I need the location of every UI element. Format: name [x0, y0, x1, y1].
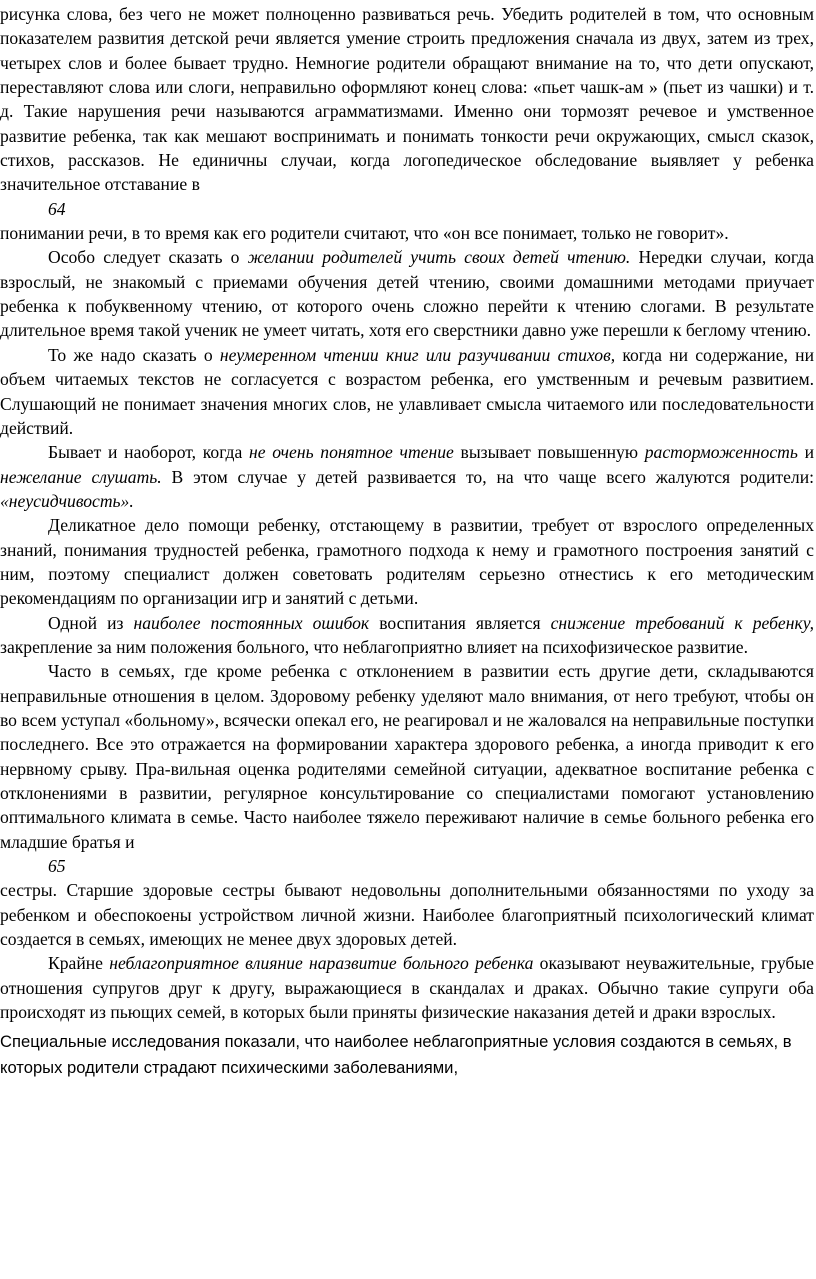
- paragraph-unclear-reading: [0, 440, 814, 513]
- text-run: воспитания является: [369, 612, 551, 633]
- paragraph-excessive-reading: [0, 343, 814, 440]
- paragraph-text: Деликатное дело помощи ребенку, отстающему в развитии, требует от взрослого определенных знаний, понимания трудностей ребенка, грамотного подхода к нему и грамотного построения занятий с ним, поэтому специалист должен советовать родителям серьезно отнестись к его методическим рекомендациям по организации игр и занятий с детьми.: [0, 515, 814, 609]
- text-run: оказывают неуважительные, грубые отношения супругов друг к другу, выражающиеся в скандалах и драках. Обычно такие супруги оба происходят из пьющих семей, в которых были приняты физические наказания детей и драки взрослых.: [0, 953, 814, 1023]
- paragraph-sisters: [0, 878, 814, 951]
- text-run: Особо следует сказать о: [48, 247, 248, 268]
- page-number-65: 65: [48, 856, 66, 877]
- text-run: вызывает повышенную: [453, 442, 645, 463]
- text-run: То же надо сказать о: [48, 344, 220, 365]
- text-run: В этом случае у детей развивается то, на что чаще всего жалуются родители:: [161, 466, 814, 487]
- italic-emphasis: снижение требований к ребенку,: [550, 612, 815, 633]
- paragraph-common-mistakes: [0, 611, 814, 660]
- italic-emphasis: «неусидчивость».: [0, 490, 134, 511]
- italic-emphasis: не очень понятное чтение: [249, 442, 454, 463]
- italic-emphasis: неумеренном чтении книг или разучивании стихов,: [219, 344, 616, 365]
- paragraph-speech-understanding: [0, 221, 814, 245]
- paragraph-text: Часто в семьях, где кроме ребенка с отклонением в развитии есть другие дети, складываются неправильные отношения в целом. Здоровому ребенку уделяют мало внимания, от него требуют, чтобы он во всем уступал «больному», всячески опекал его, не реагировал и не жаловался на неправильные поступки последнего. Все это отражается на формировании характера здорового ребенка, а иногда приводит к его нервному срыву. Пра-вильная оценка родителями семейной ситуации, адекватное воспитание ребенка с отклонениями в развитии, регулярное консультирование со специалистами помогают установлению оптимального климата в семье. Часто наиболее тяжело переживают наличие в семье больного ребенка его младшие братья и: [0, 661, 814, 852]
- paragraph-text: понимании речи, в то время как его родители считают, что «он все понимает, только не говорит».: [0, 223, 729, 244]
- text-run: Одной из: [48, 612, 134, 633]
- text-run: Крайне: [48, 953, 110, 974]
- paragraph-spouse-relations: [0, 951, 814, 1024]
- text-run: и: [797, 442, 814, 463]
- paragraph-text: сестры. Старшие здоровые сестры бывают недовольны дополнительными обязанностями по уходу за ребенком и обеспокоены устройством личной жизни. Наиболее благоприятный психологический климат создается в семьях, имеющих не менее двух здоровых детей.: [0, 880, 814, 950]
- text-run: закрепление за ним положения больного, что неблагоприятно влияет на психофизическое развитие.: [0, 636, 748, 657]
- paragraph-speech-development: [0, 2, 814, 197]
- paragraph-teaching-reading: [0, 245, 814, 342]
- italic-emphasis: неблагоприятное влияние наразвитие больного ребенка: [109, 953, 534, 974]
- page-number-64: 64: [48, 198, 66, 219]
- paragraph-family-relations: [0, 659, 814, 854]
- paragraph-text: рисунка слова, без чего не может полноценно развиваться речь. Убедить родителей в том, что основным показателем развития детской речи является умение строить предложения сначала из двух, затем из трех, четырех слов и более бывает трудно. Немногие родители обращают внимание на то, что дети опускают, переставляют слова или слоги, неправильно оформляют конец слова: «пьет чашк-ам » (пьет из чашки) и т. д. Такие нарушения речи называются аграмматизмами. Именно они тормозят речевое и умственное развитие ребенка, так как мешают воспринимать и понимать тонкости речи окружающих, смысл сказок, стихов, рассказов. Не единичны случаи, когда логопедическое обследование выявляет у ребенка значительное отставание в: [0, 4, 814, 195]
- italic-emphasis: желании родителей учить своих детей чтению.: [247, 247, 631, 268]
- paragraph-delicate-help: [0, 513, 814, 610]
- italic-emphasis: расторможенность: [644, 442, 798, 463]
- italic-emphasis: наиболее постоянных ошибок: [133, 612, 370, 633]
- text-run: Нередки случаи, когда взрослый, не знакомый с приемами обучения детей чтению, своими домашними методами приучает ребенка к побуквенному чтению, от которого очень сложно перейти к чтению слогами. В результате длительное время такой ученик не умеет читать, хотя его сверстники давно уже перешли к беглому чтению.: [0, 247, 815, 341]
- text-run: Бывает и наоборот, когда: [48, 442, 250, 463]
- paragraph-research: Специальные исследования показали, что наиболее неблагоприятные условия создаются в семьях, в которых родители страдают психическими заболеваниями,: [0, 1032, 792, 1078]
- text-run: когда ни содержание, ни объем читаемых текстов не согласуется с возрастом ребенка, его умственным и речевым развитием. Слушающий не понимает значения многих слов, не улавливает смысла читаемого или последовательности действий.: [0, 344, 814, 438]
- italic-emphasis: нежелание слушать.: [0, 466, 162, 487]
